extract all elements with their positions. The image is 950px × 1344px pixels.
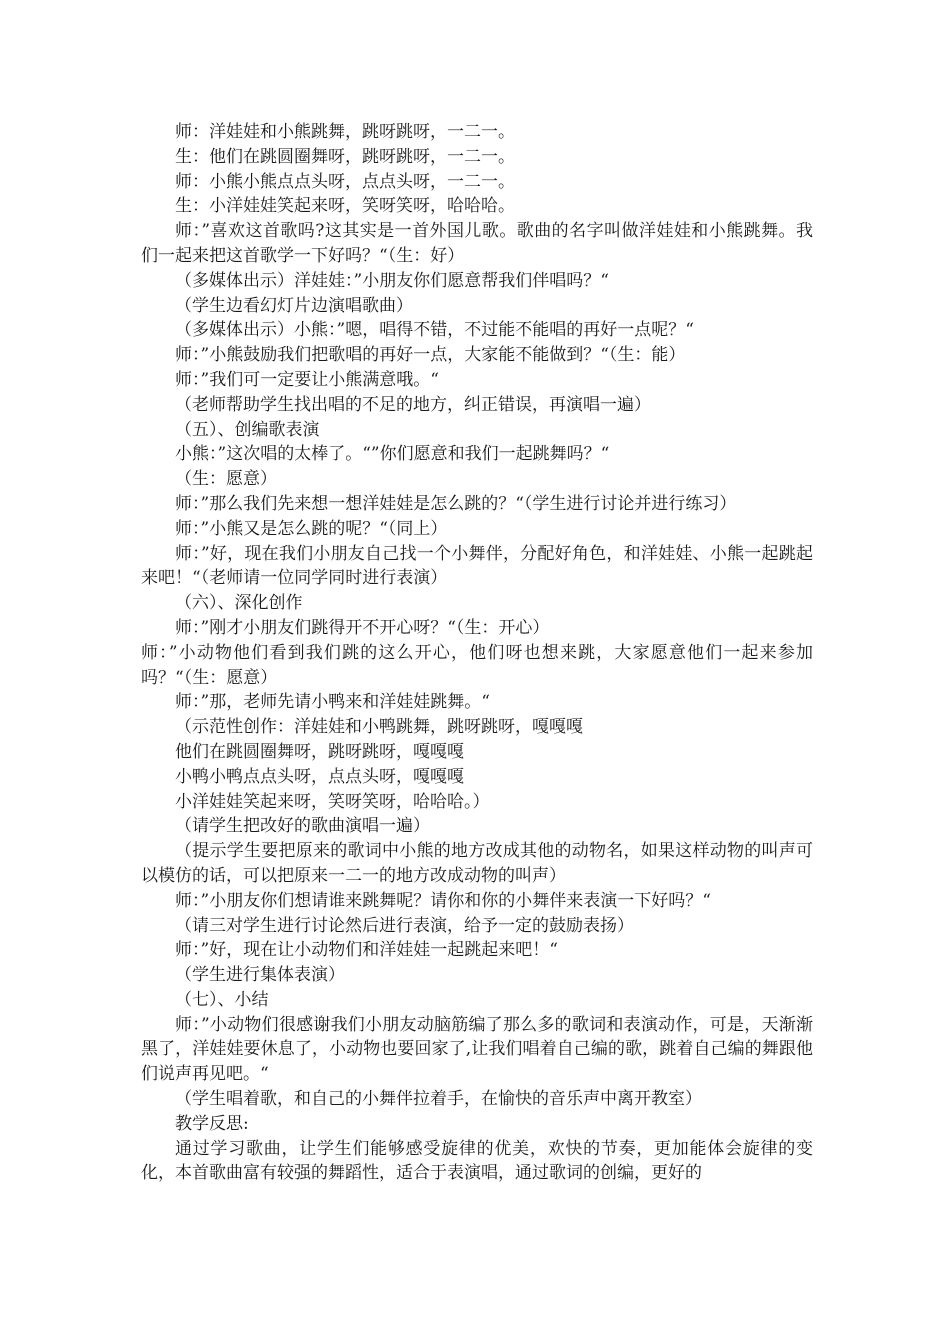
document-paragraph: 教学反思: (175, 1113, 249, 1134)
document-paragraph: 师：”好，现在我们小朋友自己找一个小舞伴，分配好角色，和洋娃娃、小熊一起跳起来吧！“（老师请一位同学同时进行表演） (141, 543, 813, 589)
document-paragraph: （六）、深化创作 (175, 593, 303, 614)
document-paragraph: 师：”我们可一定要让小熊满意哦。“ (175, 369, 439, 390)
document-paragraph: 师：”小动物们很感谢我们小朋友动脑筋编了那么多的歌词和表演动作，可是，天渐渐黑了，洋娃娃要休息了，小动物也要回家了,让我们唱着自己编的歌，跳着自己编的舞跟他们说声再见吧。“ (141, 1014, 813, 1085)
document-paragraph: 师：”那么我们先来想一想洋娃娃是怎么跳的？“（学生进行讨论并进行练习） (175, 493, 737, 514)
document-paragraph: 师：洋娃娃和小熊跳舞，跳呀跳呀，一二一。 (175, 122, 515, 142)
document-paragraph: （提示学生要把原来的歌词中小熊的地方改成其他的动物名，如果这样动物的叫声可以模仿的话，可以把原来一二一的地方改成动物的叫声） (141, 841, 813, 886)
document-paragraph: （五）、创编歌表演 (175, 419, 320, 440)
document-paragraph: （七）、小结 (175, 989, 269, 1010)
document-body (141, 120, 813, 1186)
document-paragraph: 生：小洋娃娃笑起来呀，笑呀笑呀，哈哈哈。 (175, 196, 515, 217)
document-paragraph: （示范性创作：洋娃娃和小鸭跳舞，跳呀跳呀，嘎嘎嘎 (175, 717, 583, 738)
document-paragraph: 师：”小朋友你们想请谁来跳舞呢？请你和你的小舞伴来表演一下好吗？“ (175, 890, 711, 911)
document-paragraph: （多媒体出示）洋娃娃：”小朋友你们愿意帮我们伴唱吗？“ (175, 270, 609, 291)
document-paragraph: 师：”那，老师先请小鸭来和洋娃娃跳舞。“ (175, 692, 490, 713)
document-paragraph: 小鸭小鸭点点头呀，点点头呀，嘎嘎嘎 (175, 766, 464, 787)
document-paragraph: 通过学习歌曲，让学生们能够感受旋律的优美，欢快的节奏，更加能体会旋律的变化，本首歌曲富有较强的舞蹈性，适合于表演唱，通过歌词的创编，更好的 (141, 1138, 813, 1184)
document-paragraph: （学生唱着歌，和自己的小舞伴拉着手，在愉快的音乐声中离开教室） (175, 1089, 702, 1110)
document-paragraph: 师：”小熊鼓励我们把歌唱的再好一点，大家能不能做到？“（生：能） (175, 345, 686, 366)
document-paragraph: （学生边看幻灯片边演唱歌曲） (175, 295, 413, 316)
document-paragraph: （学生进行集体表演） (175, 965, 345, 986)
document-paragraph: 小熊：”这次唱的太棒了。“”你们愿意和我们一起跳舞吗？“ (175, 444, 610, 465)
document-paragraph: 师：”喜欢这首歌吗?这其实是一首外国儿歌。歌曲的名字叫做洋娃娃和小熊跳舞。我们一起来把这首歌学一下好吗？“（生：好） (141, 221, 813, 266)
document-paragraph: 师：”刚才小朋友们跳得开不开心呀？“（生：开心） (175, 617, 550, 638)
document-paragraph: 师：小熊小熊点点头呀，点点头呀，一二一。 (175, 171, 515, 192)
document-paragraph: （多媒体出示）小熊：”嗯，唱得不错，不过能不能唱的再好一点呢？“ (175, 320, 694, 341)
document-paragraph: （生：愿意） (175, 469, 277, 490)
document-paragraph: 师：”小熊又是怎么跳的呢？“（同上） (175, 518, 448, 539)
document-paragraph: 小洋娃娃笑起来呀，笑呀笑呀，哈哈哈。） (175, 791, 490, 812)
document-paragraph: 师：”小动物他们看到我们跳的这么开心，他们呀也想来跳，大家愿意他们一起来参加吗？“（生：愿意） (141, 642, 813, 688)
document-paragraph: （请学生把改好的歌曲演唱一遍） (175, 816, 430, 837)
document-paragraph: 生：他们在跳圆圈舞呀，跳呀跳呀，一二一。 (175, 146, 515, 167)
document-paragraph: 师：”好，现在让小动物们和洋娃娃一起跳起来吧！“ (175, 940, 558, 961)
document-paragraph: 他们在跳圆圈舞呀，跳呀跳呀，嘎嘎嘎 (175, 741, 464, 762)
document-paragraph: （老师帮助学生找出唱的不足的地方，纠正错误，再演唱一遍） (175, 394, 651, 415)
document-paragraph: （请三对学生进行讨论然后进行表演，给予一定的鼓励表扬） (175, 915, 634, 936)
